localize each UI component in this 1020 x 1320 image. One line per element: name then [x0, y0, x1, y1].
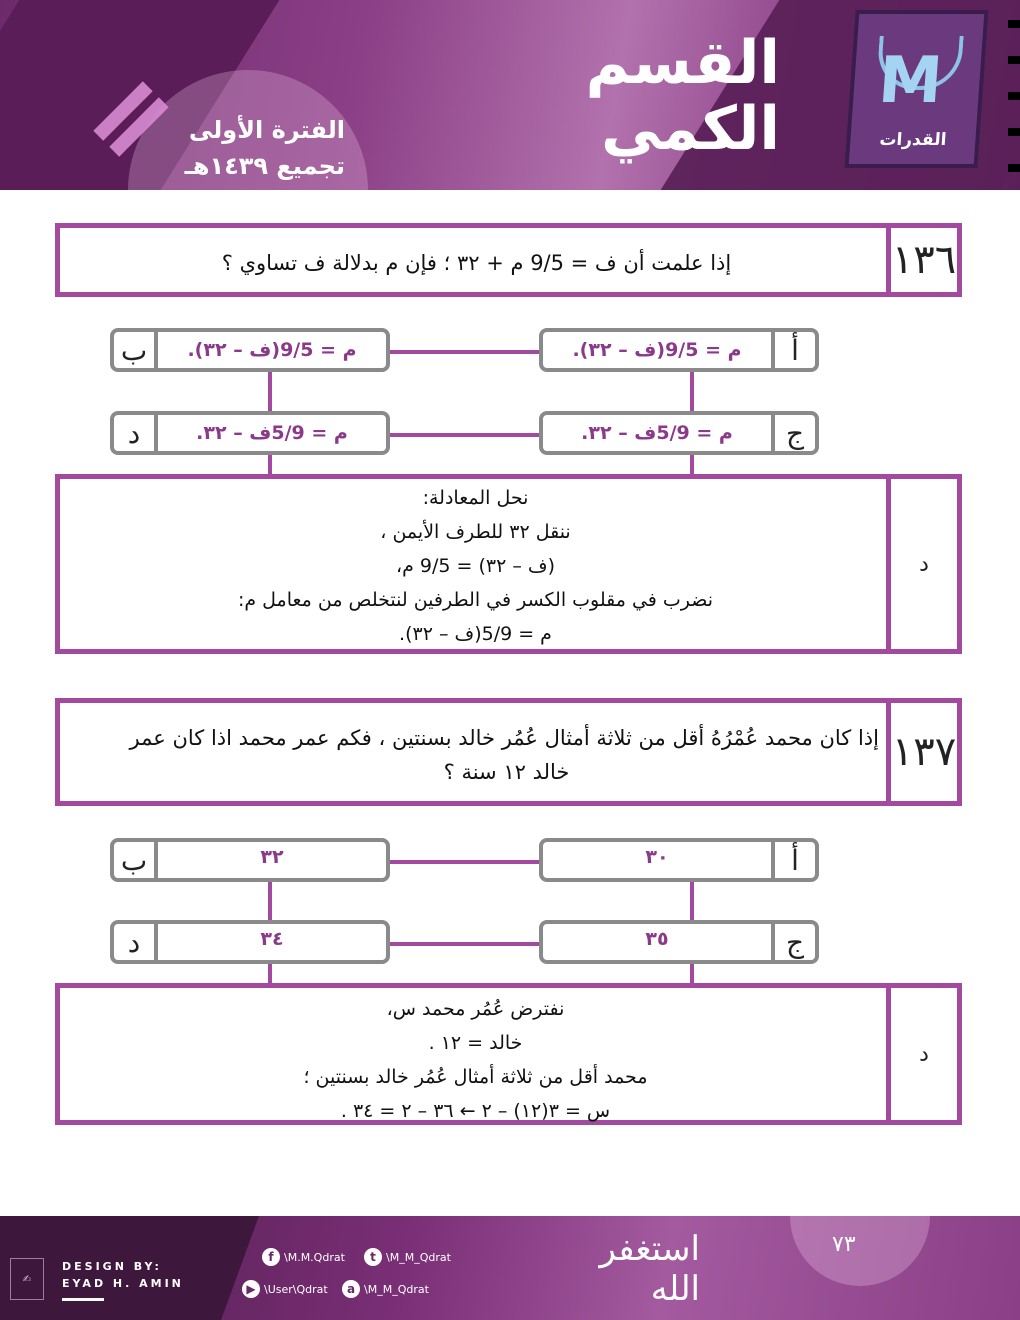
- option-value: ٣٤: [260, 928, 284, 950]
- solution-text: [70, 481, 881, 651]
- option-connector: [385, 350, 543, 354]
- youtube-icon: ▶: [242, 1280, 260, 1298]
- page-number-circle: [790, 1216, 930, 1286]
- designer-line1: DESIGN BY:: [62, 1260, 162, 1273]
- period-line1: الفترة الأولى: [188, 116, 345, 144]
- option-letter: أ: [771, 842, 815, 878]
- question-text: إذا علمت أن ف = 9/5 م + ٣٢ ؛ فإن م بدلالة ف تساوي ؟: [221, 251, 732, 275]
- logo-text: القدرات: [878, 130, 948, 150]
- option-c[interactable]: [539, 411, 819, 455]
- solution-136-box: [55, 474, 962, 654]
- designer-credit: [62, 1258, 184, 1292]
- solution-line: ننقل ٣٢ للطرف الأيمن ،: [380, 521, 571, 543]
- option-b[interactable]: [110, 838, 390, 882]
- solution-line: نضرب في مقلوب الكسر في الطرفين لنتخلص من معامل م:: [237, 589, 714, 611]
- option-c[interactable]: [539, 920, 819, 964]
- question-text: [74, 721, 879, 789]
- option-value: م = 9/5(ف – ٣٢).: [572, 339, 742, 361]
- edge-dots: [1008, 20, 1020, 190]
- option-letter: ب: [114, 842, 158, 878]
- option-value: م = 9/5(ف – ٣٢).: [187, 339, 357, 361]
- option-letter: د: [114, 415, 158, 451]
- option-value: ٣٥: [645, 928, 669, 950]
- designer-signature: ✍: [10, 1258, 44, 1300]
- youtube-link[interactable]: [242, 1280, 328, 1298]
- solution-137-box: [55, 983, 962, 1125]
- solution-text: [70, 992, 881, 1128]
- facebook-link[interactable]: [262, 1248, 345, 1266]
- facebook-icon: f: [262, 1248, 280, 1266]
- option-value: ٣٢: [260, 846, 284, 868]
- question-137-box: [55, 698, 962, 806]
- period-line2: تجميع ١٤٣٩هـ: [184, 152, 345, 180]
- option-connector: [385, 860, 543, 864]
- option-connector: [690, 372, 694, 416]
- solution-line: محمد أقل من ثلاثة أمثال عُمُر خالد بسنتين ؛: [303, 1066, 648, 1088]
- ask-link[interactable]: [342, 1280, 429, 1298]
- question-number: ١٣٧: [886, 703, 957, 801]
- question-136-box: [55, 223, 962, 297]
- answer-letter: د: [886, 479, 957, 649]
- option-a[interactable]: [539, 838, 819, 882]
- logo-m-icon: M: [875, 44, 945, 118]
- option-b[interactable]: [110, 328, 390, 372]
- option-letter: ج: [771, 924, 815, 960]
- facebook-handle: \M.M.Qdrat: [284, 1250, 345, 1264]
- solution-line: خالد = ١٢ .: [428, 1032, 523, 1054]
- option-letter: أ: [771, 332, 815, 368]
- ask-icon: a: [342, 1280, 360, 1298]
- ask-handle: \M_M_Qdrat: [364, 1282, 429, 1296]
- question-text-line: إذا كان محمد عُمْرُهُ أقل من ثلاثة أمثال عُمُر خالد بسنتين ، فكم عمر محمد اذا كان عمر: [129, 726, 879, 750]
- section-title: [586, 30, 780, 162]
- period-label: [185, 112, 345, 184]
- option-a[interactable]: [539, 328, 819, 372]
- option-letter: ب: [114, 332, 158, 368]
- option-connector: [268, 372, 272, 416]
- option-connector: [385, 942, 543, 946]
- calligraphy: استغفر الله: [599, 1229, 700, 1309]
- section-title-line1: القسم: [585, 28, 780, 98]
- option-d[interactable]: [110, 411, 390, 455]
- page-number: ٧٣: [832, 1232, 856, 1257]
- page-footer: [0, 1216, 1020, 1320]
- qudrat-logo: [844, 10, 988, 168]
- option-d[interactable]: [110, 920, 390, 964]
- option-value: ٣٠: [645, 846, 669, 868]
- twitter-link[interactable]: [364, 1248, 451, 1266]
- solution-line: نحل المعادلة:: [422, 487, 529, 509]
- option-value: م = 5/9ف – ٣٢.: [581, 422, 733, 444]
- section-title-line2: الكمي: [601, 94, 780, 164]
- option-connector: [385, 433, 543, 437]
- answer-letter: د: [886, 988, 957, 1120]
- option-value: م = 5/9ف – ٣٢.: [196, 422, 348, 444]
- solution-line: س = ٣(١٢) – ٢ ← ٣٦ – ٢ = ٣٤ .: [340, 1100, 611, 1122]
- designer-line2: EYAD H. AMIN: [62, 1277, 184, 1290]
- page-header: [0, 0, 1020, 190]
- designer-underline: [62, 1298, 104, 1301]
- twitter-handle: \M_M_Qdrat: [386, 1250, 451, 1264]
- solution-line: م = 5/9(ف – ٣٢).: [399, 623, 552, 645]
- question-number: ١٣٦: [886, 228, 957, 292]
- solution-line: (ف – ٣٢) = 9/5 م،: [395, 555, 556, 577]
- option-letter: ج: [771, 415, 815, 451]
- question-text-line: خالد ١٢ سنة ؟: [443, 760, 570, 784]
- option-letter: د: [114, 924, 158, 960]
- twitter-icon: t: [364, 1248, 382, 1266]
- youtube-handle: \User\Qdrat: [264, 1282, 328, 1296]
- solution-line: نفترض عُمُر محمد س،: [386, 998, 565, 1020]
